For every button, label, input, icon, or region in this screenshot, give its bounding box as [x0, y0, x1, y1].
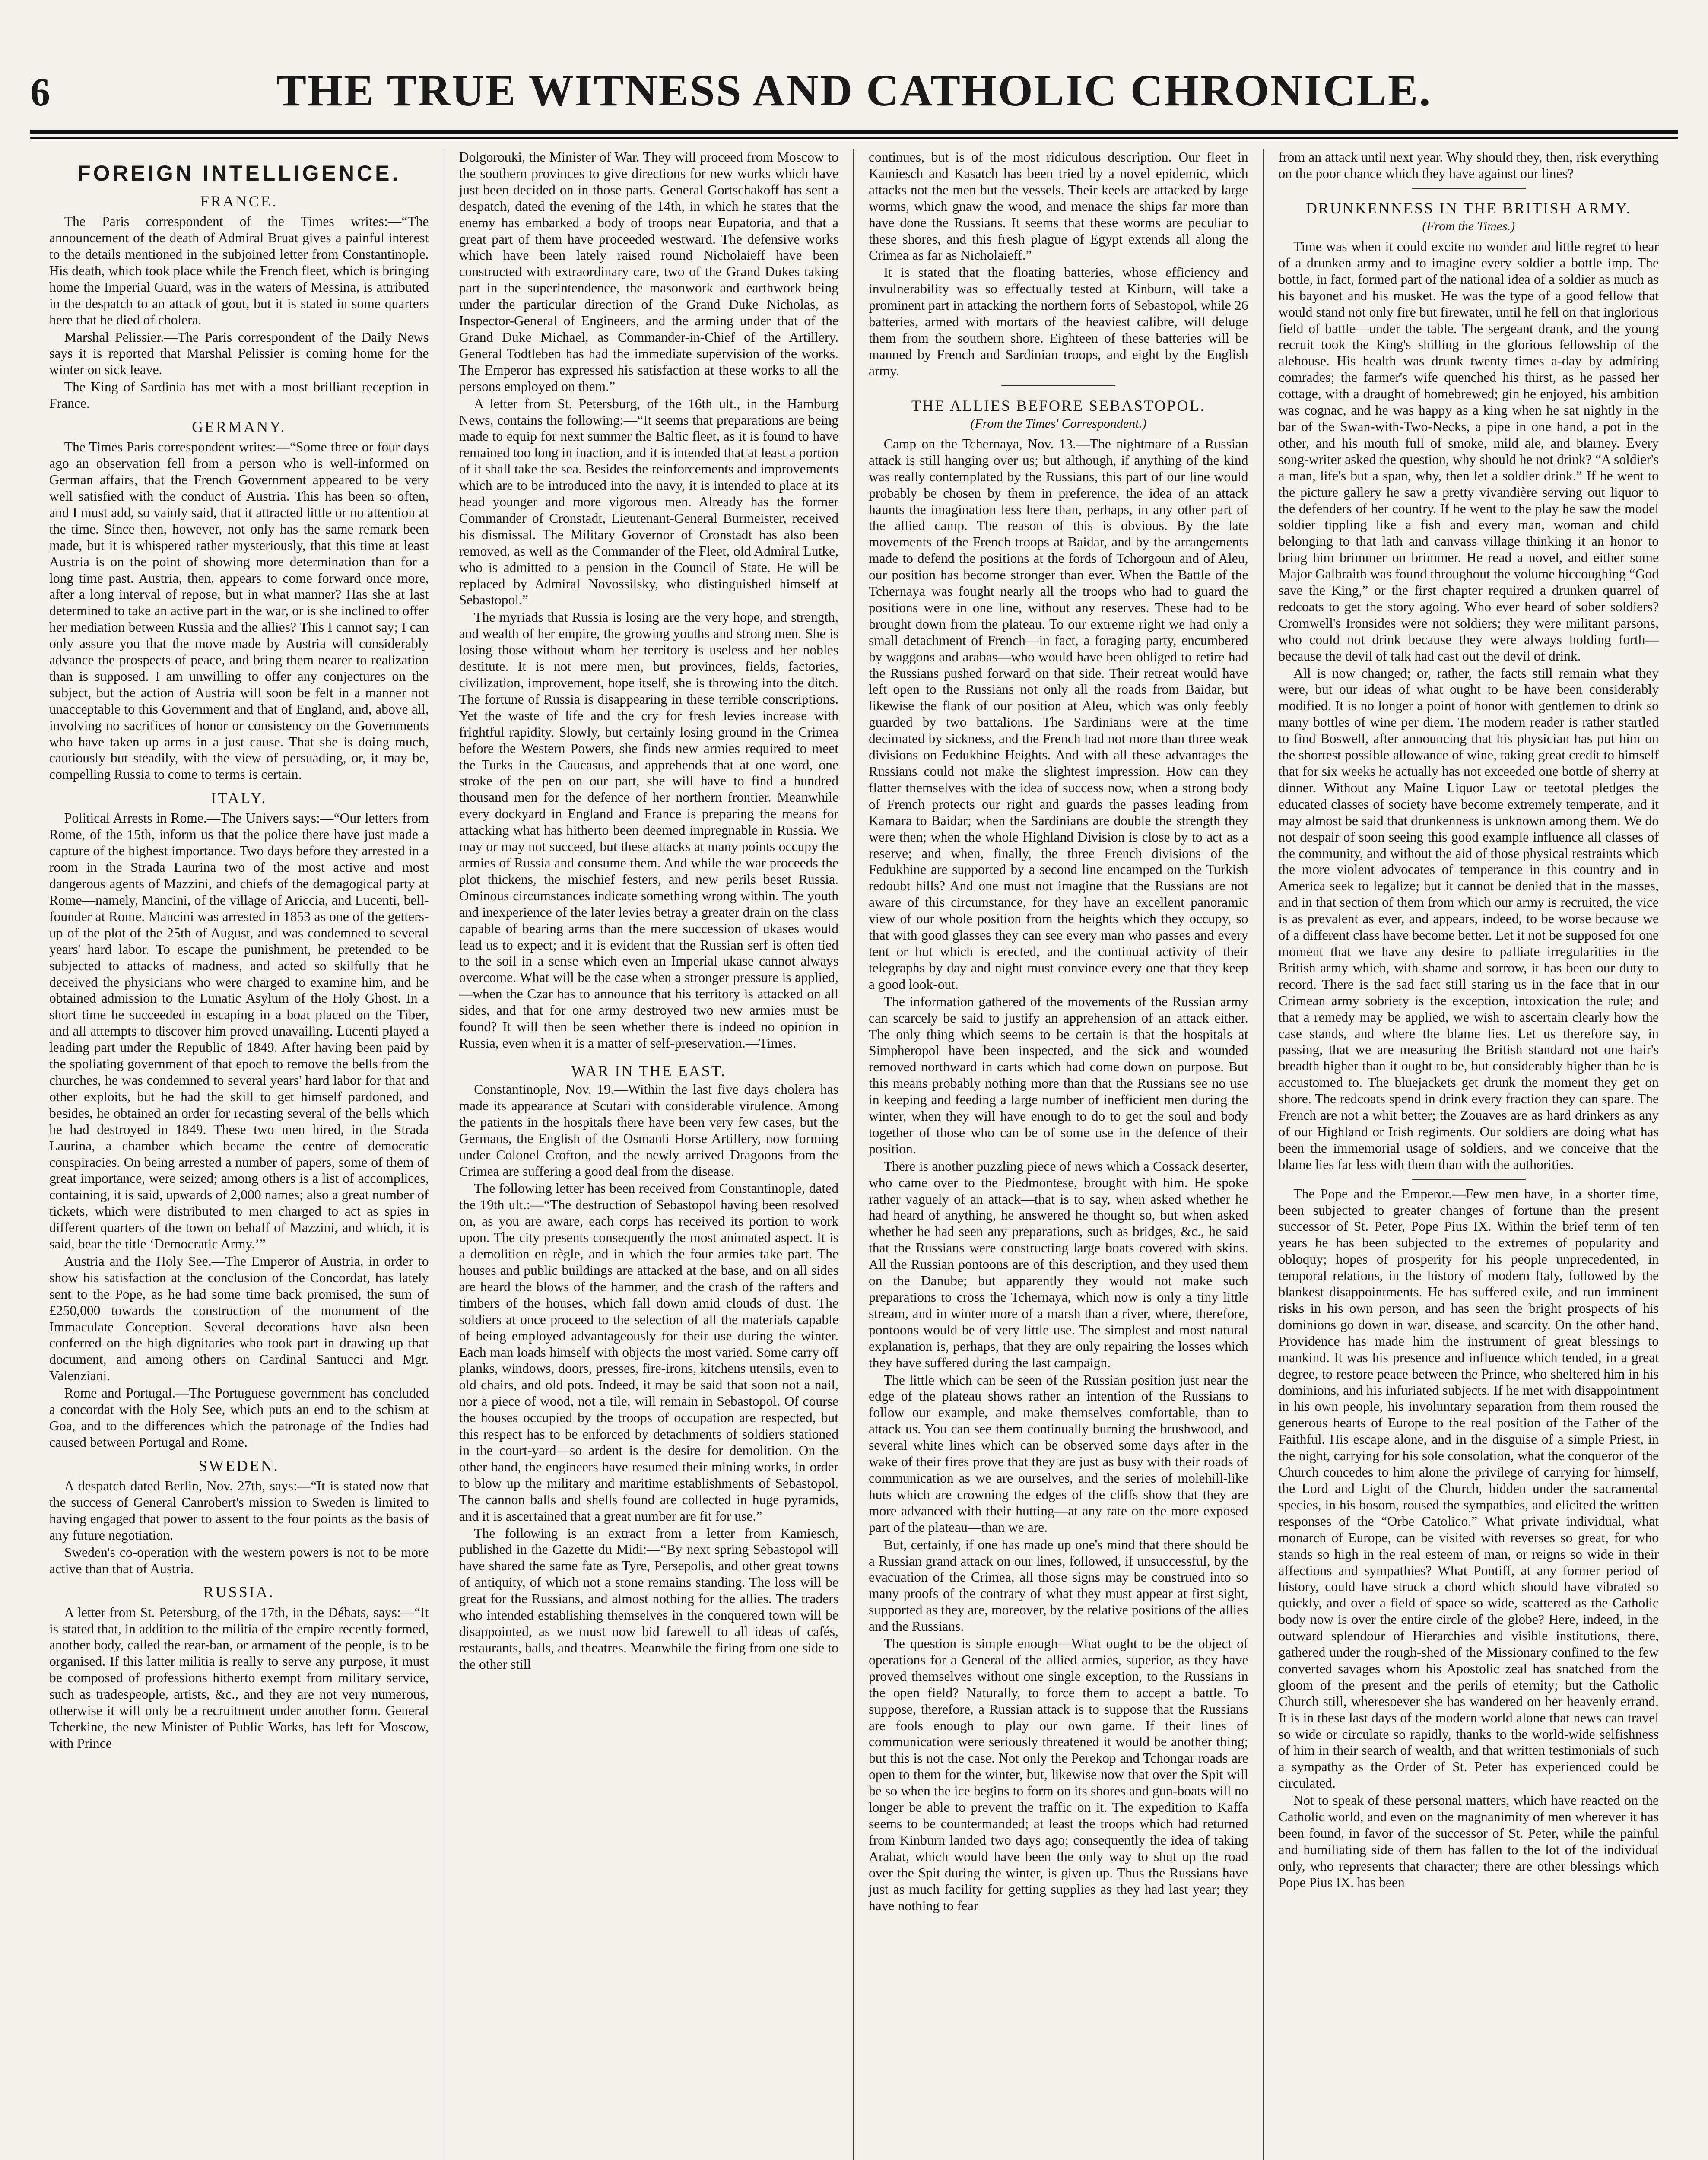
paragraph: The myriads that Russia is losing are the very hope, and strength, and wealth of her empire, the growing youths and strong men. She is losing those without whom her territory is useless and her nobles destitute. It is not mere men, but provinces, fields, factories, civilization, improvement, hope itself, she is throwing into the ditch. The fortune of Russia is disappearing in these terrible conscriptions. Yet the waste of life and the cry for fresh levies increase with frightful rapidity. Slowly, but certainly losing ground in the Crimea before the Western Powers, she finds new armies required to meet the Turks in the Caucasus, and apprehends that at one word, one stroke of the pen on our part, she will have to find a hundred thousand men for the defence of her northern frontier. Meanwhile every dockyard in England and France is preparing the means for attacking what has hitherto been deemed impregnable in Russia. We may or may not succeed, but these attacks at many points occupy the armies of Russia and consume them. And while the war proceeds the plot thickens, the mischief festers, and new perils beset Russia. Ominous circumstances indicate something wrong within. The youth and inexperience of the later levies betray a greater drain on the class capable of bearing arms than the mere succession of ukases would lead us to expect; and it is evident that the Russian serf is often tied to the soil in a sense which even an Imperial ukase cannot always overcome. What will be the case when a stronger pressure is applied,—when the Czar has to announce that his territory is attacked on all sides, and that for one army destroyed two new armies must be found? It will then be seen whether there is indeed no opinion in Russia, even when it is a matter of self-preservation.—Times. [459, 610, 838, 1051]
paragraph: The following is an extract from a letter from Kamiesch, published in the Gazette du Midi:—“By next spring Sebastopol will have shared the same fate as Tyre, Persepolis, and other great towns of antiquity, of which not a stone remains standing. The loss will be great for the Russians, and almost nothing for the allies. The traders who intended establishing themselves in the conquered town will be disappointed, as we must now bid farewell to all ideas of cafés, restaurants, balls, and theatres. Meanwhile the firing from one side to the other still [459, 1525, 838, 1672]
subheading-russia: RUSSIA. [203, 1583, 275, 1601]
divider [1412, 188, 1526, 189]
paragraph: The information gathered of the movements of the Russian army can scarcely be said to justify an apprehension of an attack either. The only thing which seems to be certain is that the hospitals at Simpheropol have been inspected, and the sick and wounded removed northward in carts which had come down on purpose. But this means probably nothing more than that the Russians see no use in keeping and feeding a large number of inefficient men during the winter, when they will have enough to do to get the soul and body together of those who can be of some use in the defence of their position. [869, 994, 1248, 1156]
subheading-sweden: SWEDEN. [198, 1457, 279, 1474]
subheading-germany: GERMANY. [192, 418, 286, 436]
paragraph: Austria and the Holy See.—The Emperor of Austria, in order to show his satisfaction at the conclusion of the Concordat, has lately sent to the Pope, as he had some time back promised, the sum of £250,000 towards the construction of the monument of the Immaculate Conception. Several decorations have also been conferred on the high dignitaries who took part in drawing up that document, and among others on Cardinal Santucci and Mgr. Valenziani. [49, 1253, 429, 1384]
paragraph: The Pope and the Emperor.—Few men have, in a shorter time, been subjected to greater changes of fortune than the present successor of St. Peter, Pope Pius IX. Within the brief term of ten years he has been subjected to the extremes of popularity and obloquy; hopes of prosperity for his people unprecedented, in temporal relations, in the history of modern Italy, followed by the blankest disappointments. He has suffered exile, and run imminent risks in his own person, and has seen the bright prospects of his dominions go down in war, disease, and scarcity. On the other hand, Providence has made him the instrument of great blessings to mankind. It was his presence and influence which tended, in a great degree, to restore peace between the Prince, who sheltered him in his dominions, and his infuriated subjects. If he met with disappointment in his own people, his involuntary separation from them roused the generous hearts of Europe to the real position of the Father of the Faithful. His escape alone, and in the disguise of a simple Priest, in the night, carrying for his sole consolation, what the conqueror of the Church concedes to him alone the privilege of carrying for himself, the Lord and Light of the Church, hidden under the sacramental species, in his bosom, roused the sympathies, and elicited the written responses of the “Orbe Catolico.” What private individual, what monarch of Europe, can be visited with reverses so great, for who stands so high in the real esteem of man, or reigns so wide in their affections and sympathies? What Pontiff, at any former period of history, could have struck a chord which should have vibrated so quickly, and over a field of space so wide, scattered as the Catholic body now is over the entire circle of the globe? Here, indeed, in the outward splendour of Hierarchies and visible institutions, there, gathered under the rough-shed of the Missionary confined to the few converted savages whom his Apostolic zeal has snatched from the gloom of the present and the perils of eternity; but the Catholic Church still, wheresoever she has wandered on her heavenly errand. It is in these last days of the modern world alone that news can travel so wide or circulate so rapidly, thanks to the world-wide selfishness of him in their search of wealth, and that written testimonials of such a sympathy as the Order of St. Peter has experienced could be circulated. [1278, 1186, 1659, 1791]
paragraph: The following letter has been received from Constantinople, dated the 19th ult.:—“The destruction of Sebastopol having been resolved on, as you are aware, each corps has received its portion to work upon. The city presents consequently the most animated aspect. It is a demolition en règle, and in which the four armies take part. The houses and public buildings are attacked at the base, and on all sides are heard the blows of the hammer, and the crash of the rafters and timbers of the houses, which fall down amid clouds of dust. The soldiers at once proceed to the selection of all the materials capable of being employed advantageously for their use during the winter. Each man loads himself with objects the most varied. Some carry off planks, windows, doors, presses, fire-irons, kitchens utensils, even to old chairs, and old pots. Indeed, it may be said that soon not a nail, nor a piece of wood, not a tile, will remain in Sebastopol. Of course the houses occupied by the troops of occupation are respected, but this respect has to be enforced by detachments of soldiers stationed in the court-yard—so ardent is the desire for demolition. On the other hand, the engineers have resumed their mining works, in order to blow up the military and maritime establishments of Sebastopol. The cannon balls and shells found are collected in huge pyramids, and it is ascertained that a great number are fit for use.” [459, 1181, 838, 1524]
paragraph: from an attack until next year. Why should they, then, risk everything on the poor chance which they have against our lines? [1278, 149, 1659, 181]
divider [1001, 385, 1115, 386]
column-3 [854, 149, 1264, 2160]
subheading-italy: ITALY. [211, 789, 267, 807]
newspaper-title: THE TRUE WITNESS AND CATHOLIC CHRONICLE. [276, 66, 1432, 115]
paragraph: The Times Paris correspondent writes:—“Some three or four days ago an observation fell from a person who is well-informed on German affairs, that the French Government appeared to be very well satisfied with the conduct of Austria. This has been so often, and I must add, so vainly said, that it attracted little or no attention at the time. Since then, however, not only has the same remark been made, but it is whispered rather mysteriously, that this time at least Austria is on the point of showing more determination than for a long time past. Austria, then, appears to come forward once more, after a long interval of repose, but in what manner? Has she at last determined to take an active part in the war, or is she inclined to offer her mediation between Russia and the allies? This I cannot say; I can only assure you that the move made by Austria will considerably advance the prospects of peace, and bring them nearer to realization than is supposed. I am unwilling to offer any conjectures on the subject, but the action of Austria will soon be felt in a manner not unacceptable to this Government and that of England, and, above all, involving no sacrifices of honor or consistency on the Governments who have taken up arms in a just cause. That she is doing much, cautiously but steadily, with the view of persuading, or, it may be, compelling Russia to come to terms is certain. [49, 439, 429, 782]
paragraph: The question is simple enough—What ought to be the object of operations for a General of the allied armies, superior, as they have proved themselves without one single exception, to the Russians in the open field? Naturally, to force them to accept a battle. To suppose, therefore, a Russian attack is to suppose that the Russians are fools enough to play our own game. If their lines of communication were seriously threatened it would be another thing; but this is not the case. Not only the Perekop and Tchongar roads are open to them for the winter, but, likewise now that over the Spit will be so when the ice begins to form on its shores and gun-boats will no longer be able to prevent the traffic on it. The expedition to Kaffa seems to be countermanded; at least the troops which had returned from Kinburn landed two days ago; consequently the idea of taking Arabat, which would have been the only way to shut up the road over the Spit during the winter, is given up. Thus the Russians have just as much facility for getting supplies as they had last year; they have nothing to fear [869, 1636, 1248, 1913]
paragraph: All is now changed; or, rather, the facts still remain what they were, but our ideas of what ought to be have been considerably modified. It is no longer a point of honor with gentlemen to drink so many bottles of wine per diem. The modern reader is rather startled to find Boswell, after announcing that his physician has put him on the shortest possible allowance of wine, taking great credit to himself that for six weeks he actually has not exceeded one bottle of sherry at dinner. Without any Maine Liquor Law or teetotal pledges the educated classes of society have become extremely temperate, and it may almost be said that drunkenness is unknown among them. We do not despair of soon seeing this good example influence all classes of the community, and without the aid of those physical restraints which the more violent advocates of temperance in this country and in America seek to legalize; but it cannot be denied that in the masses, and in that section of them from which our army is recruited, the vice is as prevalent as ever, and appears, indeed, to be worse because we of a different class have become better. Let it not be supposed for one moment that we have any desire to palliate irregularities in the British army which, with shame and sorrow, it has been our duty to record. There is the sad fact still staring us in the face that in our Crimean army sobriety is the exception, intoxication the rule; and that a remedy may be applied, we wish to ascertain clearly how the case stands, and where the blame lies. Let us therefore say, in passing, that we are measuring the British standard not one hair's breadth higher than it ought to be, but considerably higher than he is accustomed to. The bluejackets get drunk the moment they get on shore. The redcoats spend in drink every fraction they can spare. The French are not a whit better; the Zouaves are as hard drinkers as any of our Highland or Irish regiments. Our soldiers are doing what has been the immemorial usage of soldiers, and we conceive that the blame lies far less with them than with the authorities. [1278, 665, 1659, 1172]
paragraph: Sweden's co-operation with the western powers is not to be more active than that of Austria. [49, 1544, 429, 1576]
paragraph: Time was when it could excite no wonder and little regret to hear of a drunken army and to imagine every soldier a bottle imp. The bottle, in fact, formed part of the national idea of a soldier as much as his bayonet and his musket. He was the type of a good fellow that would stand not only fire but firewater, until he fell on that inglorious field of battle—under the table. The sergeant drank, and the young recruit took the King's shilling in the glorious fellowship of the alehouse. His health was drunk twenty times a-day by admiring comrades; the farmer's wife quenched his thirst, as he passed her cottage, with a draught of homebrewed; gin he enjoyed, his ambition was cognac, and he was happy as a king when he sat nightly in the bar of the Swan-with-Two-Necks, a pipe in one hand, a pot in the other, and his mouth full of smoke, mild ale, and blarney. Every song-writer asked the question, why should he not drink? “A soldier's a man, life's but a span, why, then let a soldier drink.” If he went to the picture gallery he saw a pretty vivandière serving out liquor to the defenders of her country. If he went to the play he saw the model soldier tippling like a fish and every man, woman and child belonging to that lath and canvass village thinking it an honor to bring him brimmer on brimmer. He read a novel, and either some Major Galbraith was found throughout the volume hiccoughing “God save the King,” or the first chapter required a drunken quarrel of redcoats to get the story agoing. Who ever heard of sober soldiers? Cromwell's Ironsides were not soldiers; they were militant parsons, who could not drink because they were always holding forth—because the devil of talk had cast out the devil of drink. [1278, 239, 1659, 664]
paragraph: Marshal Pelissier.—The Paris correspondent of the Daily News says it is reported that Marshal Pelissier is coming home for the winter on sick leave. [49, 329, 429, 378]
subheading-france: FRANCE. [200, 193, 278, 210]
paragraph: Not to speak of these personal matters, which have reacted on the Catholic world, and even on the magnanimity of men wherever it has been found, in favor of the successor of St. Peter, while the painful and humiliating side of them has fallen to the lot of the individual only, who represents that character; there are other blessings which Pope Pius IX. has been [1278, 1793, 1659, 1890]
paragraph: Rome and Portugal.—The Portuguese government has concluded a concordat with the Holy See, which puts an end to the schism at Goa, and to the differences which the patronage of the Indies had caused between Portugal and Rome. [49, 1385, 429, 1450]
paragraph: There is another puzzling piece of news which a Cossack deserter, who came over to the Piedmontese, brought with him. He spoke rather vaguely of an attack—that is to say, when asked whether he had heard of anything, he answered he thought so, but when asked whether he had seen any preparations, such as bridges, &c., he said that the Russians were constructing large boats covered with skins. All the Russian pontoons are of this description, and they used them on the Danube; but apparently they would not make such preparations to cross the Tchernaya, which now is only a tiny little stream, and in winter more of a marsh than a river, where, therefore, pontoons would be of very little use. The simplest and most natural explanation is, perhaps, that they are only repairing the losses which they have suffered during the last campaign. [869, 1158, 1248, 1370]
paragraph: Dolgorouki, the Minister of War. They will proceed from Moscow to the southern provinces to give directions for new works which have just been decided on in those parts. General Gortschakoff has sent a despatch, dated the evening of the 14th, in which he states that the enemy has embarked a body of troops near Eupatoria, and that a great part of them have proceeded westward. The defensive works which have been lately raised round Nicholaieff have been constructed with extraordinary care, two of the Grand Dukes taking part in the superintendence, the masonwork and earthwork being under the particular direction of the Grand Duke Nicholas, as Inspector-General of Engineers, and the arming under that of the Grand Duke Michael, as Commander-in-Chief of the Artillery. General Todtleben has had the immediate supervision of the works. The Emperor has expressed his satisfaction at these works to all the persons employed on them.” [459, 149, 838, 394]
section-heading: FOREIGN INTELLIGENCE. [77, 161, 401, 185]
paragraph: The little which can be seen of the Russian position just near the edge of the plateau shows rather an intention of the Russians to follow our example, and make themselves comfortable, than to attack us. You can see them continually burning the brushwood, and several white lines which can be observed some days after in the wake of their fires prove that they are just as busy with their roads of communication as we are ourselves, and the series of molehill-like huts which are crowning the edges of the cliffs show that they are more advanced with their hutting—at any rate on the more exposed part of the plateau—than we are. [869, 1372, 1248, 1535]
article-heading-drunkenness: DRUNKENNESS IN THE BRITISH ARMY. [1305, 199, 1632, 217]
column-1 [35, 149, 444, 2160]
paragraph: Political Arrests in Rome.—The Univers says:—“Our letters from Rome, of the 15th, inform us that the police there have just made a capture of the highest importance. Two days before they arrested in a room in the Strada Laurina two of the most active and most dangerous agents of Mazzini, and chiefs of the demagogical party at Rome—namely, Mancini, of the village of Ariccia, and Lucenti, bell-founder at Rome. Mancini was arrested in 1853 as one of the getters-up of the plot of the 25th of August, and was condemned to several years' hard labor. To escape the punishment, he pretended to be subjected to attacks of madness, and acted so skilfully that he deceived the physicians who were charged to examine him, and he obtained admission to the Lunatic Asylum of the Holy Ghost. In a short time he succeeded in escaping in a boat placed on the Tiber, and all attempts to discover him proved unavailing. Lucenti played a leading part under the Republic of 1849. After having been paid by the spoliating government of that epoch to remove the bells from the churches, he was condemned to several years' hard labor for that and other exploits, but he had the skill to get himself pardoned, and besides, he obtained an order for recasting several of the bells which he had destroyed in 1849. These two men hired, in the Strada Laurina, a chamber which became the centre of democratic conspiracies. On being arrested a number of papers, some of them of great importance, were seized; among others is a list of accomplices, containing, it is said, upwards of 2,000 names; also a great number of tickets, which were distributed to men charged to act as spies in different quarters of the town on behalf of Mazzini, and which, it is said, bear the title ‘Democratic Army.’” [49, 810, 429, 1252]
masthead [30, 65, 1678, 125]
paragraph: A letter from St. Petersburg, of the 16th ult., in the Hamburg News, contains the following:—“It seems that preparations are being made to equip for next summer the Baltic fleet, as it is found to have remained too long in inaction, and it is intended that at least a portion of it shall take the sea. Besides the reinforcements and improvements which are to be introduced into the navy, it is intended to place at its head younger and more vigorous men. Already has the former Commander of Cronstadt, Lieutenant-General Burmeister, received his dismissal. The Military Governor of Cronstadt has also been removed, as well as the Commander of the Fleet, old Admiral Lutke, who is admitted to a pension in the Council of State. He will be replaced by Admiral Novossilsky, who distinguished himself at Sebastopol.” [459, 396, 838, 608]
article-heading-allies: THE ALLIES BEFORE SEBASTOPOL. [911, 397, 1206, 414]
paragraph: A letter from St. Petersburg, of the 17th, in the Débats, says:—“It is stated that, in addition to the militia of the empire recently formed, another body, called the rear-ban, or armament of the people, is to be organised. If this latter militia is really to serve any purpose, it must be composed of professions hitherto exempt from military service, such as tradespeople, artists, &c., and they are not very numerous, otherwise it will only be a recruitment under another form. General Tcherkine, the new Minister of Public Works, has left for Moscow, with Prince [49, 1604, 429, 1751]
article-columns [35, 149, 1673, 2160]
column-4 [1264, 149, 1674, 2160]
article-byline: (From the Times.) [1422, 219, 1515, 233]
paragraph: The King of Sardinia has met with a most brilliant reception in France. [49, 379, 429, 411]
masthead-rule-thin [30, 137, 1678, 139]
page-number: 6 [30, 70, 50, 114]
paragraph: It is stated that the floating batteries, whose efficiency and invulnerability was so effectually tested at Kinburn, will take a prominent part in attacking the northern forts of Sebastopol, while 26 batteries, armed with mortars of the heaviest calibre, will deluge them from the southern shore. Eighteen of these batteries will be manned by French and Sardinian troops, and eight by the English army. [869, 265, 1248, 378]
article-heading-war: WAR IN THE EAST. [571, 1062, 727, 1080]
paragraph: Camp on the Tchernaya, Nov. 13.—The nightmare of a Russian attack is still hanging over us; but although, if anything of the kind was really contemplated by the Russians, this part of our line would probably be chosen by them in preference, the idea of an attack haunts the imagination less here than, perhaps, in any other part of the allied camp. The reason of this is obvious. By the late movements of the French troops at Baidar, and by the arrangements made to defend the positions at the fords of Tchorgoun and of Aleu, our position has become stronger than ever. When the Battle of the Tchernaya was fought nearly all the troops who had to guard the positions were in one line, without any reserves. These had to be brought down from the plateau. To our extreme right we had only a small detachment of French—in fact, a foraging party, encumbered by waggons and arabas—who would have been obliged to retire had the Russians pushed forward on that side. Their retreat would have left open to the Russians not only all the roads from Baidar, but likewise the flank of our position at Aleu, which was only feebly guarded by two battalions. The Sardinians were at the time decimated by sickness, and the French had not more than three weak divisions on Fedukhine Heights. And with all these advantages the Russians could not make the slightest impression. How can they flatter themselves with the idea of success now, when a strong body of French protects our right and guards the passes leading from Kamara to Baidar; when the Sardinians are double the strength they were then; when the whole Highland Division is close by to act as a reserve; and when, finally, the three French divisions of the Fedukhine are supported by a second line encamped on the Turkish redoubt hills? And one must not imagine that the Russians are not aware of this circumstance, for they have an excellent panoramic view of our whole position from the heights which they occupy, so that with good glasses they can see every man who passes and every tent or hut which is erected, and the continual activity of their telegraphs by day and night must convince every one that they keep a good look-out. [869, 436, 1248, 992]
paragraph: Constantinople, Nov. 19.—Within the last five days cholera has made its appearance at Scutari with considerable virulence. Among the patients in the hospitals there have been very few cases, but the Germans, the English of the Osmanli Horse Artillery, now forming under Colonel Crofton, and the newly arrived Dragoons from the Crimea are suffering a good deal from the disease. [459, 1082, 838, 1179]
paragraph: The Paris correspondent of the Times writes:—“The announcement of the death of Admiral Bruat gives a painful interest to the details mentioned in the subjoined letter from Constantinople. His death, which took place while the French fleet, which is bringing home the Imperial Guard, was in the waters of Messina, is attributed in the despatch to an attack of gout, but it is stated in some quarters here that he died of cholera. [49, 214, 429, 327]
masthead-rule-thick [30, 130, 1678, 134]
column-2 [444, 149, 854, 2160]
paragraph: A despatch dated Berlin, Nov. 27th, says:—“It is stated now that the success of General Canrobert's mission to Sweden is limited to having engaged that power to assent to the four points as the basis of any future negotiation. [49, 1478, 429, 1543]
divider [1412, 1179, 1526, 1180]
paragraph: But, certainly, if one has made up one's mind that there should be a Russian grand attack on our lines, followed, if unsuccessful, by the evacuation of the Crimea, all those signs may be construed into so many proofs of the contrary of what they must appear at first sight, supported as they are, moreover, by the relative positions of the allies and the Russians. [869, 1537, 1248, 1634]
paragraph: continues, but is of the most ridiculous description. Our fleet in Kamiesch and Kasatch has been tried by a novel epidemic, which attacks not the men but the vessels. Their keels are attacked by large worms, which gnaw the wood, and menace the ships far more than have done the Russians. It seems that these worms are peculiar to these shores, and this fresh plague of Egypt extends all along the Crimea as far as Nicholaieff.” [869, 149, 1248, 263]
article-byline: (From the Times' Correspondent.) [970, 416, 1146, 431]
